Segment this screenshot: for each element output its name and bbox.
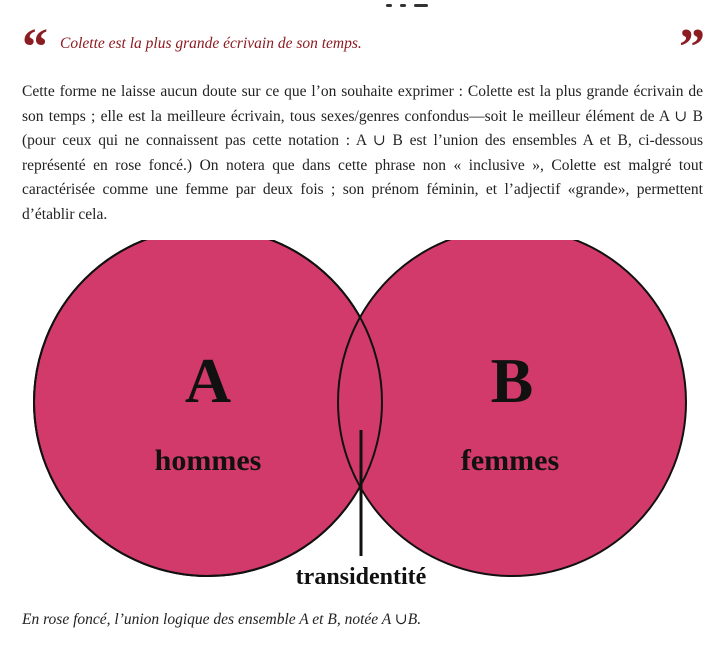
set-a-letter: A [184, 345, 232, 416]
set-a-label: hommes [154, 444, 262, 477]
figure-caption: En rose foncé, l’union logique des ensemble A et B, notée A ∪B. [22, 611, 422, 628]
top-decoration [386, 0, 506, 2]
pull-quote-text: Colette est la plus grande écrivain de son temps. [60, 35, 362, 52]
set-b-letter: B [490, 345, 534, 416]
intersection-label: transidentité [295, 564, 427, 590]
body-paragraph [22, 80, 703, 227]
set-b-label: femmes [460, 444, 560, 477]
close-quote-icon: ” [679, 19, 705, 76]
open-quote-icon: “ [22, 19, 48, 76]
body-paragraph-text: Cette forme ne laisse aucun doute sur ce que l’on souhaite exprimer : Colette est la plus grande écrivain de son temps ; elle est la meilleure écrivain, tous sexes/genres confondus—soit le meilleur élément de A ∪ B (pour ceux qui ne connaissent pas cette notation : A ∪ B est l’union des ensembles A et B, ci-dessous représenté en rose foncé.) On notera que dans cette phrase non « inclusive », Colette est malgré tout caractérisée comme une femme par deux fois ; son prénom féminin, et l’adjectif «grande», permettent d’établir cela. [22, 83, 703, 223]
pull-quote [22, 19, 705, 76]
venn-diagram [0, 240, 725, 595]
